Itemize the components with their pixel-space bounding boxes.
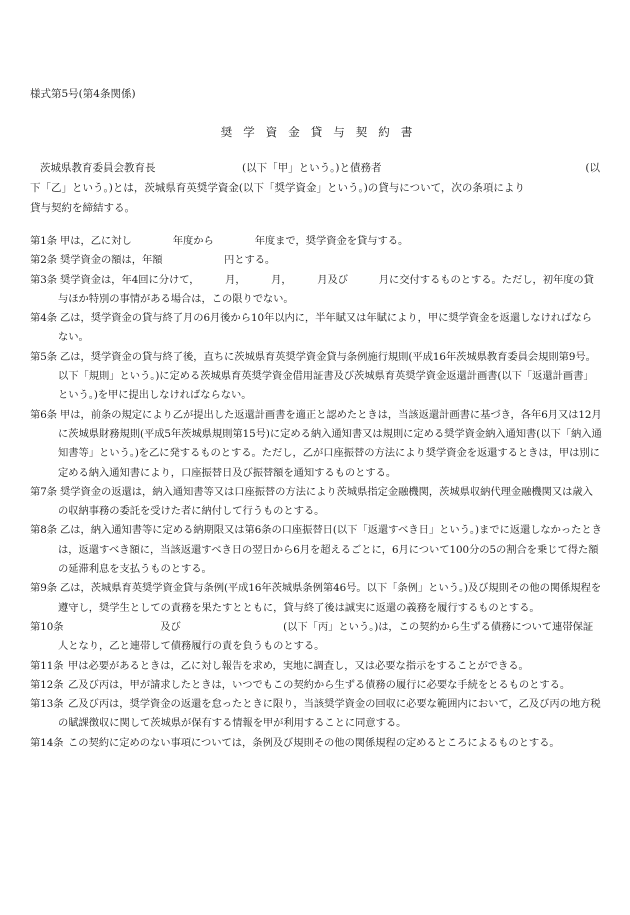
article-text: 乙及び丙は，奨学資金の返還を怠ったときに限り，当該奨学資金の回収に必要な範囲内において，乙及び丙の地方税の賦課徴収に関して茨城県が保有する情報を甲が利用することに同意する。 bbox=[58, 698, 601, 730]
intro-line-1-head: 茨城県教育委員会教育長 bbox=[40, 162, 156, 174]
article bbox=[30, 676, 602, 695]
article-number: 第10条 bbox=[30, 620, 64, 633]
article-text: 及び (以下「丙」という。)は，この契約から生ずる債務について連帯保証人となり，乙と連帯して債務履行の責を負うものとする。 bbox=[58, 620, 594, 653]
document-title: 奨学資金貸与契約書 bbox=[220, 125, 424, 139]
intro-paragraph bbox=[30, 158, 600, 218]
article-text: 甲は，前条の規定により乙が提出した返還計画書を適正と認めたときは，当該返還計画書に基づき，各年6月又は12月に茨城県財務規則(平成5年茨城県規則第15号)に定める納入通知書又は規則に定める奨学資金納入通知書(以下「納入通知書等」という。)を乙に発するものとする。ただし，乙が口座振替の方法により奨学資金を返還するときは，甲は別に定める納入通知書により，口座振替日及び振替額を通知するものとする。 bbox=[58, 408, 602, 479]
article-number: 第3条 bbox=[30, 273, 57, 286]
article-text: 乙は，奨学資金の貸与終了後，直ちに茨城県育英奨学資金貸与条例施行規則(平成16年茨城県教育委員会規則第9号。以下「規則」という。)に定める茨城県育英奨学資金借用証書及び茨城県育英奨学資金返還計画書(以下「返還計画書」という。)を甲に提出しなければならない。 bbox=[58, 350, 596, 402]
article-number: 第9条 bbox=[30, 582, 57, 595]
article-number: 第5条 bbox=[30, 350, 57, 363]
article bbox=[30, 232, 602, 251]
article bbox=[30, 348, 602, 406]
intro-line-1-tail: (以 bbox=[585, 162, 600, 174]
article-text: 奨学資金の額は，年額 円とする。 bbox=[60, 254, 276, 267]
intro-line-1-mid: (以下「甲」という。)と債務者 bbox=[242, 162, 382, 174]
article bbox=[30, 251, 602, 270]
article-number: 第2条 bbox=[30, 254, 57, 267]
article-number: 第4条 bbox=[30, 312, 57, 325]
form-label: 様式第5号(第4条関係) bbox=[30, 88, 136, 100]
article-text: 甲は，乙に対し 年度から 年度まで，奨学資金を貸与する。 bbox=[60, 235, 409, 247]
article-text: 乙は，奨学資金の貸与終了月の6月後から10年以内に，半年賦又は年賦により，甲に奨学資金を返還しなければならない。 bbox=[58, 312, 592, 344]
article bbox=[30, 309, 602, 348]
article-list bbox=[30, 232, 602, 753]
article-text: この契約に定めのない事項については，条例及び規則その他の関係規程の定めるところによるものとする。 bbox=[68, 736, 560, 749]
article bbox=[30, 618, 602, 657]
article-number: 第6条 bbox=[30, 408, 57, 421]
article-text: 奨学資金の返還は，納入通知書等又は口座振替の方法により茨城県指定金融機関，茨城県収納代理金融機関又は歳入の収納事務の委託を受けた者に納付して行うものとする。 bbox=[58, 485, 593, 518]
article-number: 第14条 bbox=[30, 736, 64, 749]
intro-line-2: 下「乙」という。)とは，茨城県育英奨学資金(以下「奨学資金」という。)の貸与について，次の条項により bbox=[30, 182, 525, 194]
article bbox=[30, 695, 602, 734]
article-text: 乙及び丙は，甲が請求したときは，いつでもこの契約から生ずる債務の履行に必要な手続をとるものとする。 bbox=[68, 678, 571, 691]
article bbox=[30, 521, 602, 579]
article bbox=[30, 734, 602, 753]
article-text: 奨学資金は，年4回に分けて， 月， 月， 月及び 月に交付するものとする。ただし，初年度の貸与ほか特別の事情がある場合は，この限りでない。 bbox=[58, 273, 594, 305]
article-number: 第12条 bbox=[30, 678, 64, 691]
article-number: 第8条 bbox=[30, 524, 57, 537]
article bbox=[30, 271, 602, 310]
article-text: 乙は，納入通知書等に定める納期限又は第6条の口座振替日(以下「返還すべき日」という。)までに返還しなかったときは，返還すべき額に，当該返還すべき日の翌日から6月を超えるごとに，6月について100分の5の割合を乗じて得た額の延滞利息を支払うものとする。 bbox=[58, 524, 602, 576]
article bbox=[30, 483, 602, 522]
intro-line-1 bbox=[30, 158, 600, 178]
article-number: 第1条 bbox=[30, 235, 57, 247]
article bbox=[30, 657, 602, 676]
article-number: 第11条 bbox=[30, 659, 64, 672]
intro-line-3: 貸与契約を締結する。 bbox=[30, 202, 135, 214]
article bbox=[30, 579, 602, 618]
article-number: 第13条 bbox=[30, 698, 64, 711]
article bbox=[30, 406, 602, 483]
article-text: 乙は，茨城県育英奨学資金貸与条例(平成16年茨城県条例第46号。以下「条例」という。)及び規則その他の関係規程を遵守し，奨学生としての責務を果たすとともに，貸与終了後は誠実に返還の義務を履行するものとする。 bbox=[58, 582, 602, 614]
article-text: 甲は必要があるときは，乙に対し報告を求め，実地に調査し，又は必要な指示をすることができる。 bbox=[68, 659, 529, 672]
article-number: 第7条 bbox=[30, 485, 57, 498]
